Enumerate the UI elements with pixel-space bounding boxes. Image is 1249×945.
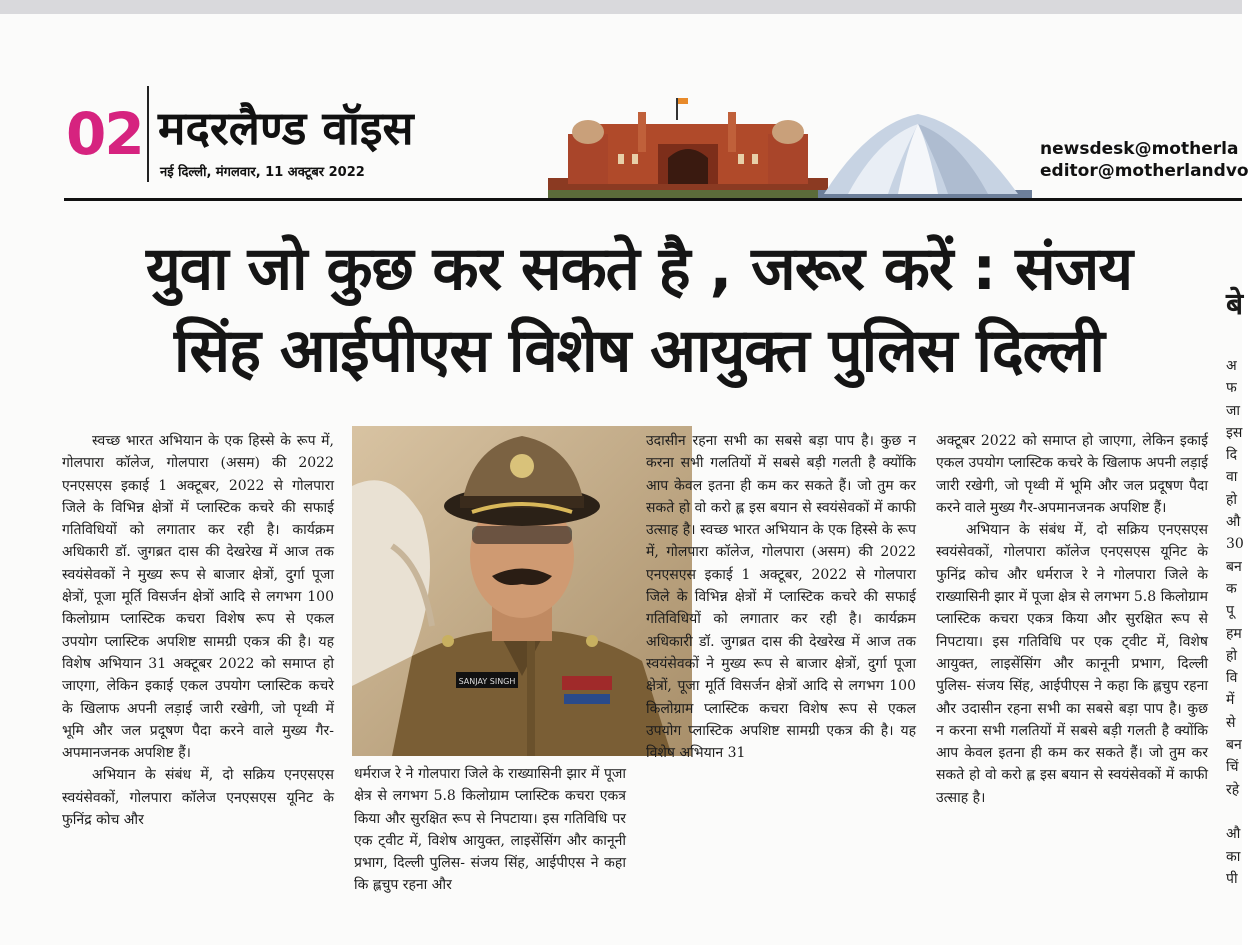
masthead-separator [147,86,149,182]
contact-emails [1040,138,1249,182]
paragraph: धर्मराज रे ने गोलपारा जिले के राख्यासिनी झार में पूजा क्षेत्र से लगभग 5.8 किलोग्राम प्लास्टिक कचरा एकत्र किया और सुरक्षित रूप से निपटाया। इस गतिविधि पर एक ट्वीट में, विशेष आयुक्त, लाइसेंसिंग और कानूनी प्रभाग, दिल्ली पुलिस- संजय सिंह, आईपीएस ने कहा कि ह्लचुप रहना और [354,766,626,894]
edge-line: औ [1226,826,1241,843]
edge-line: बन [1226,558,1242,575]
edge-line: रहे [1226,781,1240,798]
article-headline [64,228,1214,392]
edge-line: इस [1226,424,1243,441]
paragraph: अक्टूबर 2022 को समाप्त हो जाएगा, लेकिन इकाई एकल उपयोग प्लास्टिक कचरे के खिलाफ अपनी लड़ाई जारी रखेगी, जो पृथ्वी में भूमि और जल प्रदूषण पैदा करने वाले मुख्य गैर-अपमानजनक अपशिष्ट हैं। [936,433,1208,516]
edge-line [1226,801,1242,823]
edge-line: का [1226,848,1241,865]
newspaper-name: मदरलैण्ड वॉइस [158,101,414,155]
edge-line: वा [1226,469,1238,486]
officer-photo [352,426,692,756]
editor-email[interactable]: editor@motherlandvo [1040,161,1249,181]
article-column-3 [646,430,916,935]
paragraph: अभियान के संबंध में, दो सक्रिय एनएसएस स्वयंसेवकों, गोलपारा कॉलेज एनएसएस यूनिट के फुनिंद्र कोच और [62,767,334,829]
headline-line-1: युवा जो कुछ कर सकते है , जरूर करें : संजय [145,234,1133,304]
paragraph: स्वच्छ भारत अभियान के एक हिस्से के रूप में, गोलपारा कॉलेज, गोलपारा (असम) की 2022 एनएसएस इकाई 1 अक्टूबर, 2022 से गोलपारा जिले के विभिन्न क्षेत्रों में प्लास्टिक कचरे की सफाई गतिविधियों को लगातार कर रही है। कार्यक्रम अधिकारी डॉ. जुगब्रत दास की देखरेख में आज तक स्वयंसेवकों ने मुख्य रूप से बाजार क्षेत्रों, दुर्गा पूजा क्षेत्रों, पूजा मूर्ति विसर्जन क्षेत्रों आदि से लगभग 100 किलोग्राम प्लास्टिक कचरा विशेष रूप से एकल उपयोग प्लास्टिक अपशिष्ट सामग्री एकत्र की है। यह विशेष अभियान 31 अक्टूबर 2022 को समाप्त हो जाएगा, लेकिन इकाई एकल उपयोग प्लास्टिक कचरे के खिलाफ अपनी लड़ाई जारी रखेगी, जो पृथ्वी में भूमि और जल प्रदूषण पैदा करने वाले मुख्य गैर-अपमानजनक अपशिष्ट हैं। [62,433,334,762]
masthead-monuments-image [548,94,1032,198]
edge-line: औ [1226,514,1241,531]
edge-line: अ [1226,358,1237,374]
edge-line: क [1226,580,1237,597]
edge-line: हो [1226,491,1238,508]
edge-line: हो [1226,647,1238,664]
edge-heading-fragment: बे [1226,287,1244,322]
edge-line: पू [1226,603,1234,620]
edge-line: से [1226,714,1236,731]
edge-line: दि [1226,447,1238,464]
browser-top-strip [0,0,1242,14]
paragraph: अभियान के संबंध में, दो सक्रिय एनएसएस स्वयंसेवकों, गोलपारा कॉलेज एनएसएस यूनिट के फुनिंद्र कोच और धर्मराज रे ने गोलपारा जिले के राख्यासिनी झार में पूजा क्षेत्र से लगभग 5.8 किलोग्राम प्लास्टिक कचरा एकत्र किया और सुरक्षित रूप से निपटाया। इस गतिविधि पर एक ट्वीट में, विशेष आयुक्त, लाइसेंसिंग और कानूनी प्रभाग, दिल्ली पुलिस- संजय सिंह, आईपीएस ने कहा कि ह्लचुप रहना और उदासीन रहना सभी का सबसे बड़ा पाप है। कुछ न करना सभी गलतियों में सबसे बड़ी गलती है क्योंकि आप केवल इतना ही कम कर सकते हैं। जो तुम कर सकते हो वो करो ह्ल इस बयान से स्वयंसेवकों में काफी उत्साह है। [936,522,1208,806]
news-email[interactable]: newsdesk@motherla [1040,139,1239,159]
article-column-1 [62,430,334,935]
masthead-rule [64,198,1242,201]
edge-line: फ [1226,380,1237,397]
edge-line: 30 [1226,536,1244,553]
article-column-4 [936,430,1208,935]
edge-line: में [1226,692,1235,709]
page-number: 02 [66,100,143,168]
edge-line: बन [1226,737,1242,754]
edge-line: हम [1226,625,1242,642]
dateline: नई दिल्ली, मंगलवार, 11 अक्टूबर 2022 [160,165,365,180]
edge-line: वि [1226,670,1238,687]
photo-name-tag: SANJAY SINGH [458,677,516,686]
paragraph: उदासीन रहना सभी का सबसे बड़ा पाप है। कुछ न करना सभी गलतियों में सबसे बड़ी गलती है क्योंकि आप केवल इतना ही कम कर सकते हैं। जो तुम कर सकते हो वो करो ह्ल इस बयान से स्वयंसेवकों में काफी उत्साह है। स्वच्छ भारत अभियान के एक हिस्से के रूप में, गोलपारा कॉलेज, गोलपारा (असम) की 2022 एनएसएस इकाई 1 अक्टूबर, 2022 से गोलपारा जिले के विभिन्न क्षेत्रों में प्लास्टिक कचरे की सफाई गतिविधियों को लगातार कर रही है। कार्यक्रम अधिकारी डॉ. जुगब्रत दास की देखरेख में आज तक स्वयंसेवकों ने मुख्य रूप से बाजार क्षेत्रों, दुर्गा पूजा क्षेत्रों, पूजा मूर्ति विसर्जन क्षेत्रों आदि से लगभग 100 किलोग्राम प्लास्टिक कचरा विशेष रूप से एकल उपयोग प्लास्टिक अपशिष्ट सामग्री एकत्र की है। यह विशेष अभियान 31 [646,433,916,762]
edge-line: पी [1226,870,1238,887]
edge-line: जा [1226,402,1241,419]
edge-line: चिं [1226,759,1239,776]
edge-column-fragment [1226,355,1242,935]
article-column-2 [354,763,626,935]
headline-line-2: सिंह आईपीएस विशेष आयुक्त पुलिस दिल्ली [174,316,1104,386]
